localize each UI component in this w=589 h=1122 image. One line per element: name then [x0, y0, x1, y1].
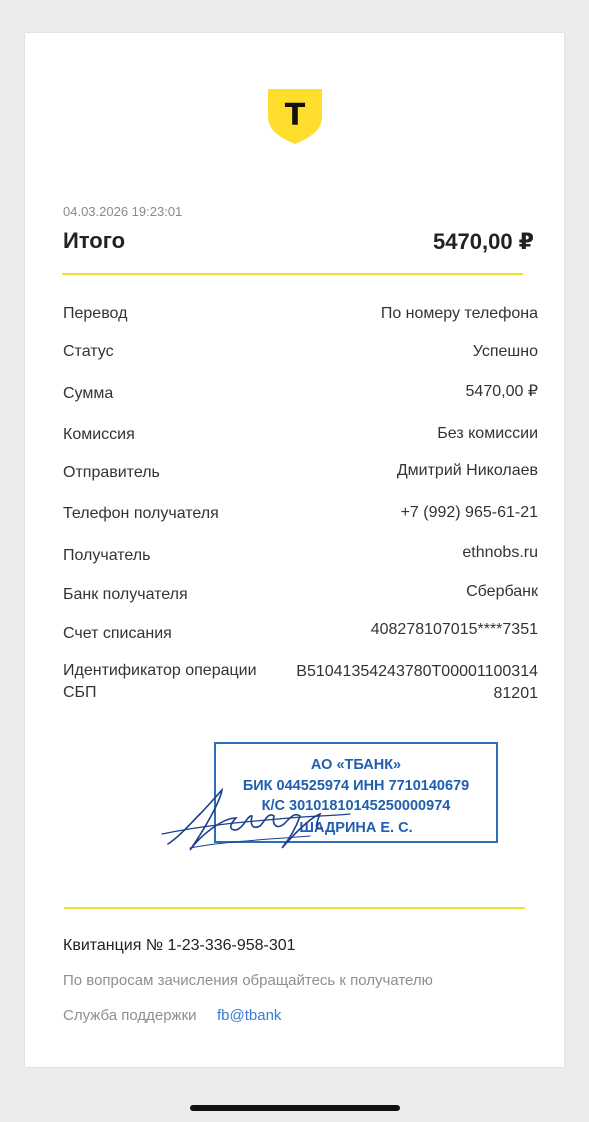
row-label-sbp-id-line2: СБП [63, 684, 97, 701]
row-value-recipient-bank: Сбербанк [466, 583, 538, 600]
total-value: 5470,00 ₽ [433, 229, 534, 254]
signature-icon [160, 778, 360, 858]
transaction-datetime: 04.03.2026 19:23:01 [63, 204, 183, 219]
row-value-commission: Без комиссии [437, 425, 538, 442]
row-label-debit-account: Счет списания [63, 625, 172, 642]
recipient-note: По вопросам зачисления обращайтесь к получателю [63, 972, 433, 989]
row-label-status: Статус [63, 343, 114, 360]
row-value-recipient: ethnobs.ru [462, 544, 538, 561]
stamp-bik-inn: БИК 044525974 ИНН 7710140679 [242, 778, 470, 794]
stamp-correspondent-account: К/С 30101810145250000974 [261, 798, 451, 814]
home-indicator[interactable] [190, 1105, 400, 1111]
row-value-sbp-id-line1: B51041354243780T00001100314 [296, 663, 538, 680]
row-label-recipient: Получатель [63, 547, 151, 564]
row-label-amount: Сумма [63, 385, 114, 402]
receipt-card [25, 33, 564, 1067]
row-value-amount: 5470,00 ₽ [465, 383, 538, 400]
row-label-recipient-phone: Телефон получателя [63, 505, 219, 522]
row-label-transfer: Перевод [63, 305, 128, 322]
stamp-signatory: ШАДРИНА Е. С. [299, 820, 413, 836]
tbank-logo-icon [266, 87, 324, 145]
row-label-sender: Отправитель [63, 464, 160, 481]
row-value-debit-account: 408278107015****7351 [370, 621, 538, 638]
support-link[interactable]: fb@tbank [217, 1007, 282, 1024]
row-label-recipient-bank: Банк получателя [63, 586, 188, 603]
row-value-transfer: По номеру телефона [380, 305, 538, 322]
row-value-recipient-phone: +7 (992) 965-61-21 [400, 504, 538, 521]
row-label-commission: Комиссия [63, 426, 135, 443]
row-value-sbp-id-line2: 81201 [493, 685, 538, 702]
divider-top [62, 273, 523, 275]
receipt-number: Квитанция № 1-23-336-958-301 [63, 937, 296, 954]
support-label: Служба поддержки [63, 1007, 197, 1024]
row-value-status: Успешно [472, 343, 538, 360]
stamp-bank-name: АО «ТБАНК» [310, 757, 402, 773]
total-label: Итого [63, 228, 126, 253]
row-value-sender: Дмитрий Николаев [396, 462, 538, 479]
svg-text:Т: Т [284, 98, 306, 133]
row-label-sbp-id-line1: Идентификатор операции [63, 662, 257, 679]
divider-bottom [64, 907, 525, 909]
